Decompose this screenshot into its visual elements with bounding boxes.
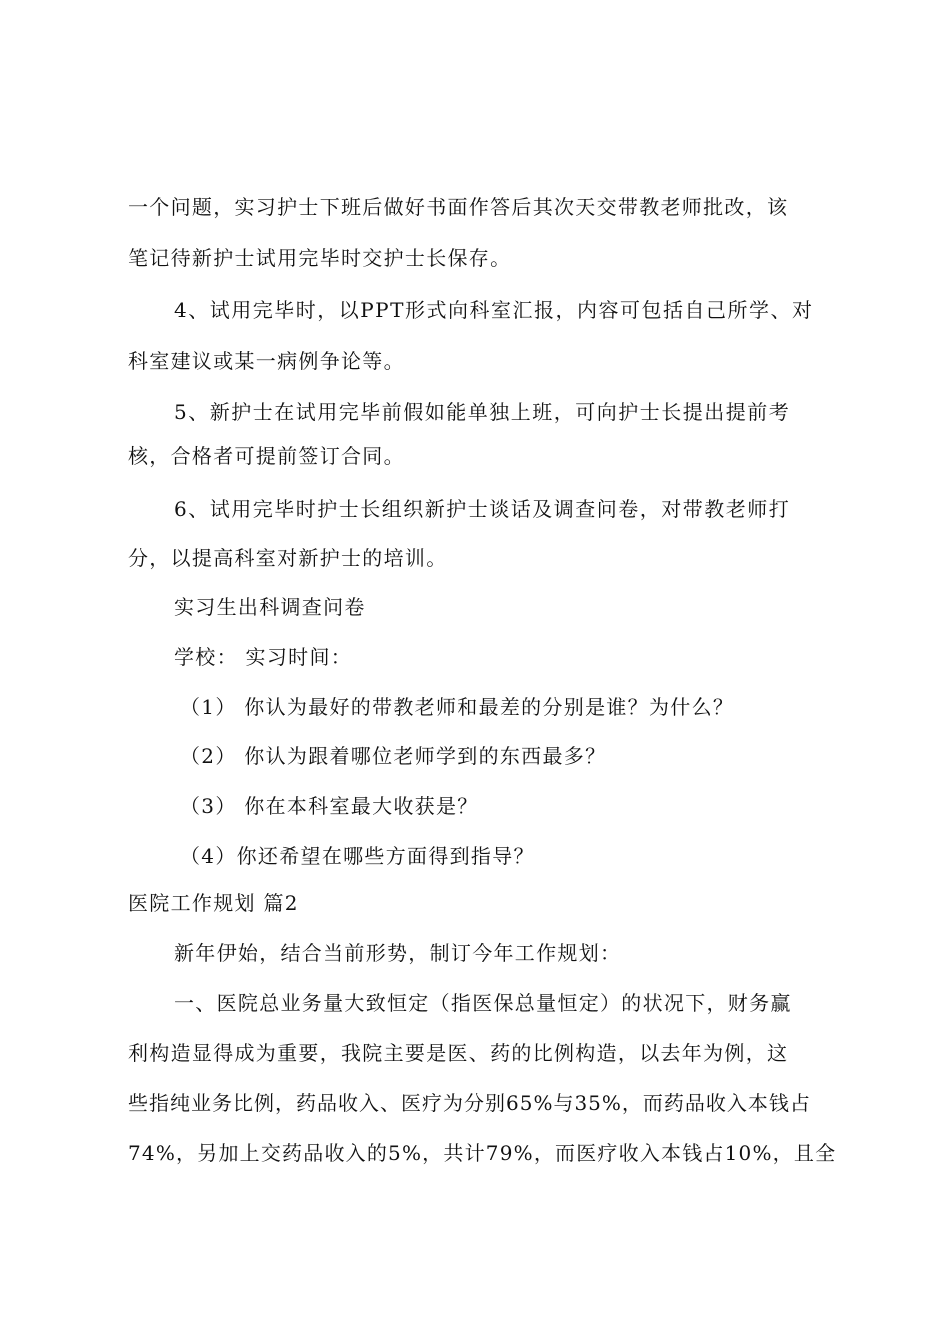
text-line: 笔记待新护士试用完毕时交护士长保存。 (128, 246, 512, 270)
section-heading: 医院工作规划 篇2 (128, 891, 299, 915)
text-line: 6、试用完毕时护士长组织新护士谈话及调查问卷，对带教老师打 (174, 497, 791, 521)
text-line: 利构造显得成为重要，我院主要是医、药的比例构造，以去年为例，这 (128, 1041, 789, 1065)
list-item: （3） 你在本科室最大收获是？ (180, 794, 479, 818)
list-item: （2） 你认为跟着哪位老师学到的东西最多？ (180, 744, 607, 768)
text-line: 新年伊始，结合当前形势，制订今年工作规划： (174, 941, 622, 965)
text-line: 学校： 实习时间： (174, 645, 353, 669)
list-item: （4）你还希望在哪些方面得到指导？ (180, 844, 535, 868)
text-line: 些指纯业务比例，药品收入、医疗为分别65%与35%，而药品收入本钱占 (128, 1091, 811, 1115)
text-line: 74%，另加上交药品收入的5%，共计79%，而医疗收入本钱占10%，且全 (128, 1141, 837, 1165)
text-line: 一、医院总业务量大致恒定（指医保总量恒定）的状况下，财务赢 (174, 991, 792, 1015)
text-line: 一个问题，实习护士下班后做好书面作答后其次天交带教老师批改，该 (128, 195, 789, 219)
text-line: 4、试用完毕时，以PPT形式向科室汇报，内容可包括自己所学、对 (174, 298, 814, 322)
text-line: 分，以提高科室对新护士的培训。 (128, 546, 448, 570)
text-line: 核，合格者可提前签订合同。 (128, 444, 405, 468)
section-heading: 实习生出科调查问卷 (174, 595, 366, 619)
list-item: （1） 你认为最好的带教老师和最差的分别是谁？为什么？ (180, 695, 735, 719)
text-line: 5、新护士在试用完毕前假如能单独上班，可向护士长提出提前考 (174, 400, 791, 424)
text-line: 科室建议或某一病例争论等。 (128, 349, 405, 373)
